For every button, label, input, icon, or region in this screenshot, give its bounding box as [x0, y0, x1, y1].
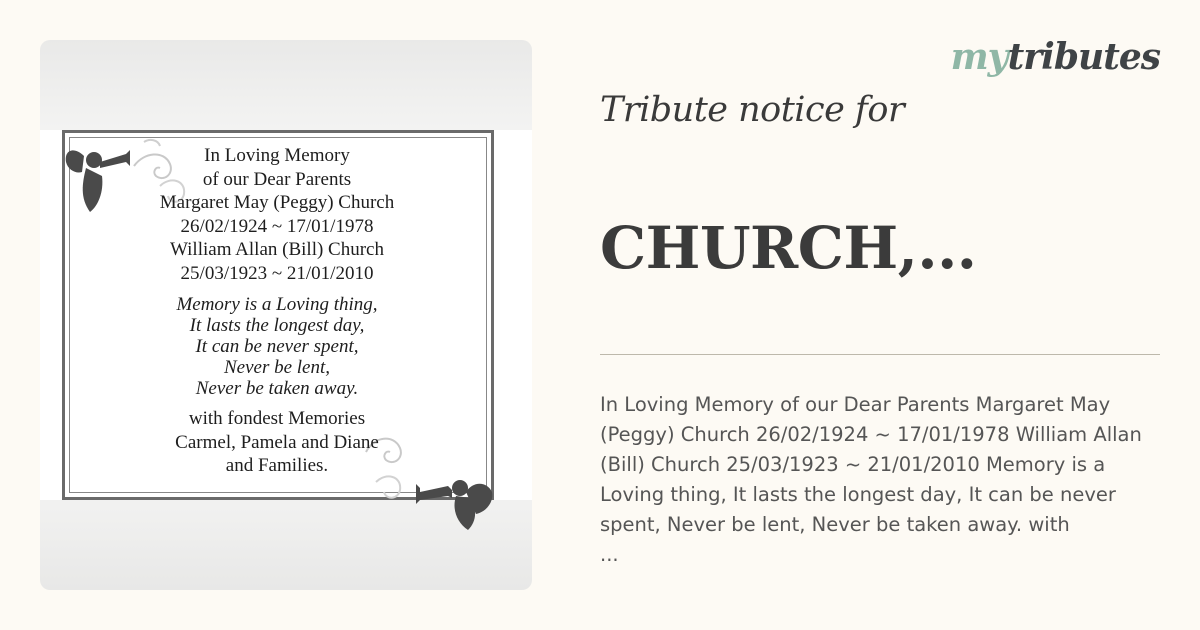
notice-excerpt	[600, 390, 1160, 570]
poem-line: Never be lent,	[223, 357, 331, 378]
closing-line: and Families.	[225, 455, 329, 476]
notice-line: of our Dear Parents	[202, 168, 352, 190]
notice-closing	[102, 407, 452, 478]
mytributes-logo[interactable]	[951, 36, 1160, 86]
closing-line: with fondest Memories	[188, 408, 366, 429]
poem-line: Memory is a Loving thing,	[176, 294, 378, 315]
notice-text	[102, 144, 452, 478]
deceased-name: CHURCH,...	[600, 214, 977, 282]
closing-line: Carmel, Pamela and Diane	[175, 431, 379, 453]
excerpt-text: In Loving Memory of our Dear Parents Margaret May (Peggy) Church 26/02/1924 ~ 17/01/1978 William Allan (Bill) Church 25/03/1923 ~ 21/01/2010 Memory is a Loving thing, It lasts the longest day, It can be never spent, Never be lent, Never be taken away. with	[600, 393, 1142, 536]
notice-poem	[102, 294, 452, 399]
logo-my: my	[950, 36, 1008, 78]
notice-line: William Allan (Bill) Church	[169, 239, 384, 260]
divider	[600, 354, 1160, 355]
page-subtitle: Tribute notice for	[600, 90, 905, 130]
poem-line: It can be never spent,	[195, 336, 359, 357]
poem-line: Never be taken away.	[195, 378, 359, 399]
logo-tributes: tributes	[1007, 36, 1160, 78]
notice-line: 25/03/1923 ~ 21/01/2010	[180, 262, 374, 284]
poem-line: It lasts the longest day,	[189, 315, 365, 336]
notice-line: Margaret May (Peggy) Church	[159, 192, 395, 213]
excerpt-ellipsis: ...	[600, 543, 619, 566]
notice-image	[40, 40, 532, 590]
notice-line: In Loving Memory	[204, 145, 350, 166]
notice-line: 26/02/1924 ~ 17/01/1978	[180, 215, 374, 237]
